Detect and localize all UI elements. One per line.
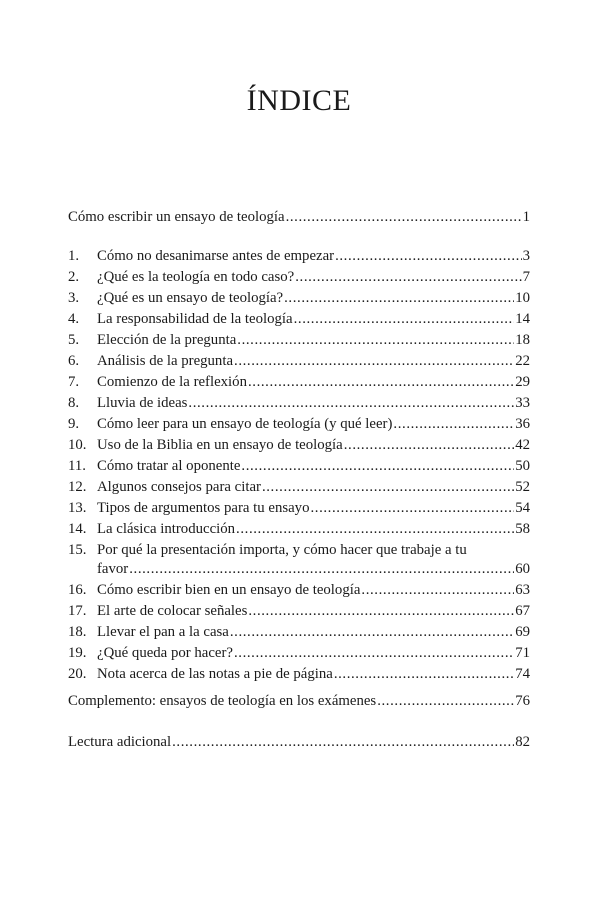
dot-leader <box>295 266 521 288</box>
toc-entry-page: 3 <box>522 248 530 264</box>
toc-entry-text: ¿Qué queda por hacer? <box>97 645 233 661</box>
toc-entry-page: 7 <box>522 269 530 285</box>
toc-entry-text: El arte de colocar señales <box>97 603 248 619</box>
toc-entry-page: 76 <box>515 693 530 709</box>
toc-entry-continuation <box>97 558 530 580</box>
toc-entry-page: 1 <box>522 209 530 225</box>
toc-entry-further-reading <box>68 731 530 753</box>
toc-entry-text: Análisis de la pregunta <box>97 353 234 369</box>
toc-entry-text: Cómo leer para un ensayo de teología (y qué leer) <box>97 416 393 432</box>
toc-entry-number: 11. <box>68 458 86 474</box>
toc-entry-number: 4. <box>68 311 80 327</box>
toc-entry-text: ¿Qué es un ensayo de teología? <box>97 290 284 306</box>
toc-entry <box>68 600 530 622</box>
dot-leader <box>172 731 514 753</box>
toc-entry-text-continued: favor <box>97 561 129 577</box>
toc-entry-text: Por qué la presentación importa, y cómo hacer que trabaje a tu <box>97 542 467 558</box>
toc-entry-text: Cómo escribir bien en un ensayo de teología <box>97 582 361 598</box>
dot-leader <box>286 206 522 228</box>
dot-leader <box>334 663 514 685</box>
toc-entry-page: 60 <box>515 561 530 577</box>
toc-entry-number: 6. <box>68 353 80 369</box>
dot-leader <box>230 621 514 643</box>
dot-leader <box>393 413 514 435</box>
toc-entry-text: Lluvia de ideas <box>97 395 188 411</box>
toc-entry <box>68 392 530 414</box>
dot-leader <box>344 434 514 456</box>
dot-leader <box>236 518 514 540</box>
toc-entry <box>68 371 530 393</box>
toc-entry-text: Cómo no desanimarse antes de empezar <box>97 248 335 264</box>
dot-leader <box>234 350 514 372</box>
toc-entry <box>68 434 530 456</box>
toc-entry-text: Comienzo de la reflexión <box>97 374 247 390</box>
toc-entry-text: Nota acerca de las notas a pie de página <box>97 666 333 682</box>
toc-entry-number: 5. <box>68 332 80 348</box>
toc-entry-text: Elección de la pregunta <box>97 332 237 348</box>
toc-entry-number: 17. <box>68 603 87 619</box>
toc-entry-number: 3. <box>68 290 80 306</box>
toc-entry-page: 52 <box>515 479 530 495</box>
toc-entry-page: 54 <box>515 500 530 516</box>
toc-entry-page: 50 <box>515 458 530 474</box>
dot-leader <box>234 642 514 664</box>
toc-entry-text: Complemento: ensayos de teología en los exámenes <box>68 693 377 709</box>
toc-entry-text: Llevar el pan a la casa <box>97 624 229 640</box>
toc-entry-page: 82 <box>515 734 530 750</box>
toc-entry-number: 12. <box>68 479 87 495</box>
toc-entry-page: 22 <box>515 353 530 369</box>
toc-entry-page: 58 <box>515 521 530 537</box>
dot-leader <box>241 455 514 477</box>
toc-entry <box>68 455 530 477</box>
toc-entry-text: Algunos consejos para citar <box>97 479 261 495</box>
toc-entry <box>68 266 530 288</box>
dot-leader <box>188 392 514 414</box>
toc-entry <box>68 245 530 267</box>
toc-entry-number: 8. <box>68 395 80 411</box>
toc-entry <box>68 308 530 330</box>
toc-entry <box>68 497 530 519</box>
toc-entry-text: La responsabilidad de la teología <box>97 311 293 327</box>
toc-entry-page: 10 <box>515 290 530 306</box>
toc-entry-page: 14 <box>515 311 530 327</box>
dot-leader <box>335 245 522 267</box>
toc-entry <box>68 642 530 664</box>
toc-entry-text: Cómo escribir un ensayo de teología <box>68 209 285 225</box>
dot-leader <box>129 558 514 580</box>
toc-entry-number: 15. <box>68 542 87 558</box>
toc-entry-number: 19. <box>68 645 87 661</box>
toc-entry-page: 63 <box>515 582 530 598</box>
dot-leader <box>237 329 514 351</box>
toc-entry-text: Tipos de argumentos para tu ensayo <box>97 500 310 516</box>
toc-entry-number: 16. <box>68 582 87 598</box>
toc-entry <box>68 287 530 309</box>
toc-entry-page: 71 <box>515 645 530 661</box>
toc-entry <box>68 518 530 540</box>
dot-leader <box>248 371 514 393</box>
toc-entry-text: ¿Qué es la teología en todo caso? <box>97 269 295 285</box>
toc-entry-number: 7. <box>68 374 80 390</box>
toc-entry <box>68 350 530 372</box>
dot-leader <box>294 308 515 330</box>
page-title: ÍNDICE <box>246 84 352 117</box>
dot-leader <box>377 690 514 712</box>
dot-leader <box>361 579 514 601</box>
dot-leader <box>262 476 514 498</box>
toc-entry-intro <box>68 206 530 228</box>
toc-entry-number: 20. <box>68 666 87 682</box>
toc-entry-page: 74 <box>515 666 530 682</box>
toc-entry-page: 69 <box>515 624 530 640</box>
toc-entry-number: 1. <box>68 248 80 264</box>
toc-entry-number: 14. <box>68 521 87 537</box>
toc-entry <box>68 476 530 498</box>
dot-leader <box>284 287 514 309</box>
toc-entry <box>68 413 530 435</box>
toc-entry-number: 2. <box>68 269 80 285</box>
toc-entry-page: 42 <box>515 437 530 453</box>
toc-entry-complement <box>68 690 530 712</box>
toc-entry-text: Uso de la Biblia en un ensayo de teología <box>97 437 343 453</box>
dot-leader <box>248 600 514 622</box>
toc-entry <box>68 329 530 351</box>
toc-entry-page: 67 <box>515 603 530 619</box>
toc-entry-text: Cómo tratar al oponente <box>97 458 241 474</box>
toc-entry <box>68 579 530 601</box>
toc-entry-page: 29 <box>515 374 530 390</box>
toc-entry-page: 33 <box>515 395 530 411</box>
toc-entry <box>68 621 530 643</box>
toc-entry-page: 36 <box>515 416 530 432</box>
toc-entry-number: 9. <box>68 416 80 432</box>
toc-entry <box>68 663 530 685</box>
toc-entry-number: 18. <box>68 624 87 640</box>
toc-entry-number: 10. <box>68 437 87 453</box>
dot-leader <box>310 497 514 519</box>
toc-entry-text: Lectura adicional <box>68 734 172 750</box>
toc-entry-text: La clásica introducción <box>97 521 236 537</box>
toc-entry-number: 13. <box>68 500 87 516</box>
toc-entry-page: 18 <box>515 332 530 348</box>
